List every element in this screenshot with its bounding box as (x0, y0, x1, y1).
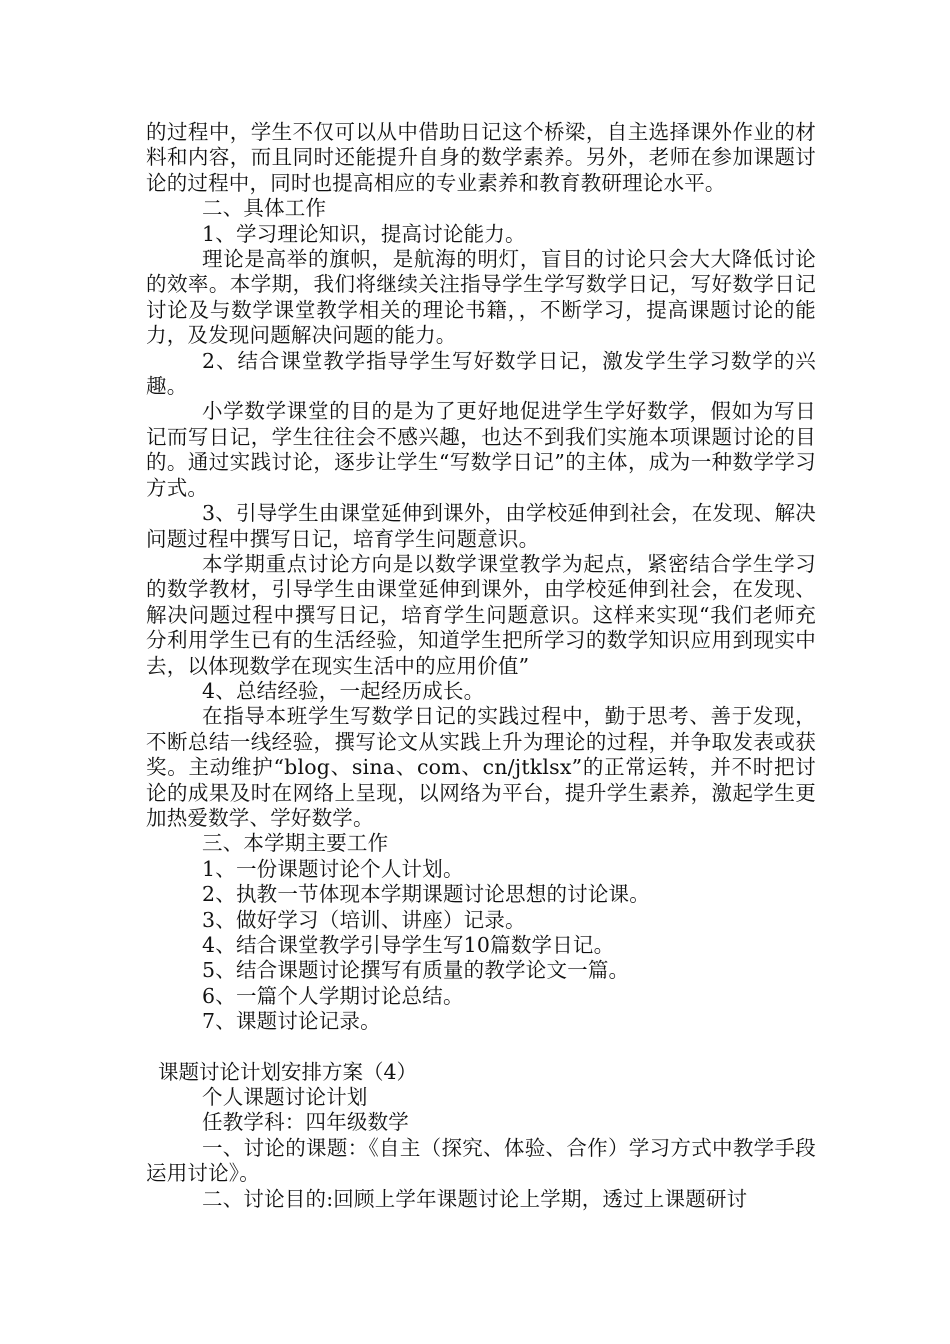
paragraph: 小学数学课堂的目的是为了更好地促进学生学好数学，假如为写日记而写日记，学生往往会不感兴趣，也达不到我们实施本项课题讨论的目的。通过实践讨论，逐步让学生“写数学日记”的主体，成为一种数学学习方式。 (146, 399, 816, 500)
paragraph: 三、本学期主要工作 (202, 831, 389, 856)
document-body-part2 (146, 1085, 816, 1212)
paragraph: 一、讨论的课题：《自主（探究、体验、合作）学习方式中教学手段运用讨论》。 (146, 1135, 816, 1186)
paragraph: 个人课题讨论计划 (202, 1085, 368, 1110)
paragraph: 6、一篇个人学期讨论总结。 (202, 983, 464, 1008)
document-page (146, 120, 816, 1212)
paragraph: 的过程中，学生不仅可以从中借助日记这个桥梁，自主选择课外作业的材料和内容，而且同时还能提升自身的数学素养。另外，老师在参加课题讨论的过程中，同时也提高相应的专业素养和教育教研理论水平。 (146, 120, 816, 195)
paragraph: 3、做好学习（培训、讲座）记录。 (202, 907, 526, 932)
paragraph: 二、具体工作 (202, 196, 327, 221)
paragraph: 3、引导学生由课堂延伸到课外，由学校延伸到社会，在发现、解决问题过程中撰写日记，培育学生问题意识。 (146, 501, 816, 551)
paragraph: 理论是高举的旗帜，是航海的明灯，盲目的讨论只会大大降低讨论的效率。本学期，我们将继续关注指导学生学写数学日记，写好数学日记讨论及与数学课堂教学相关的理论书籍，，不断学习，提高课题讨论的能力，及发现问题解决问题的能力。 (146, 247, 816, 348)
paragraph: 二、讨论目的:回顾上学年课题讨论上学期，透过上课题研讨 (202, 1186, 748, 1211)
paragraph: 4、结合课堂教学引导学生写10篇数学日记。 (202, 933, 615, 957)
paragraph: 任教学科：四年级数学 (202, 1110, 409, 1135)
paragraph: 4、总结经验，一起经历成长。 (202, 678, 485, 703)
paragraph: 在指导本班学生写数学日记的实践过程中，勤于思考、善于发现，不断总结一线经验，撰写论文从实践上升为理论的过程，并争取发表或获奖。主动维护“blog、sina、com、cn/jtklsx”的正常运转，并不时把讨论的成果及时在网络上呈现，以网络为平台，提升学生素养，激起学生更加热爱数学、学好数学。 (146, 704, 816, 830)
paragraph: 本学期重点讨论方向是以数学课堂教学为起点，紧密结合学生学习的数学教材，引导学生由课堂延伸到课外，由学校延伸到社会，在发现、解决问题过程中撰写日记，培育学生问题意识。这样来实现“我们老师充分利用学生已有的生活经验，知道学生把所学习的数学知识应用到现实中去，以体现数学在现实生活中的应用价值” (146, 551, 816, 678)
paragraph: 2、执教一节体现本学期课题讨论思想的讨论课。 (202, 882, 650, 907)
paragraph: 2、结合课堂教学指导学生写好数学日记，激发学生学习数学的兴趣。 (146, 348, 816, 399)
section-title: 课题讨论计划安排方案（4） (158, 1059, 418, 1084)
document-body-part1 (146, 120, 816, 1035)
paragraph: 1、一份课题讨论个人计划。 (202, 856, 464, 881)
paragraph: 1、学习理论知识，提高讨论能力。 (202, 221, 526, 246)
paragraph: 5、结合课题讨论撰写有质量的教学论文一篇。 (202, 958, 630, 983)
section-spacer (146, 1035, 816, 1060)
paragraph: 7、课题讨论记录。 (202, 1009, 381, 1034)
